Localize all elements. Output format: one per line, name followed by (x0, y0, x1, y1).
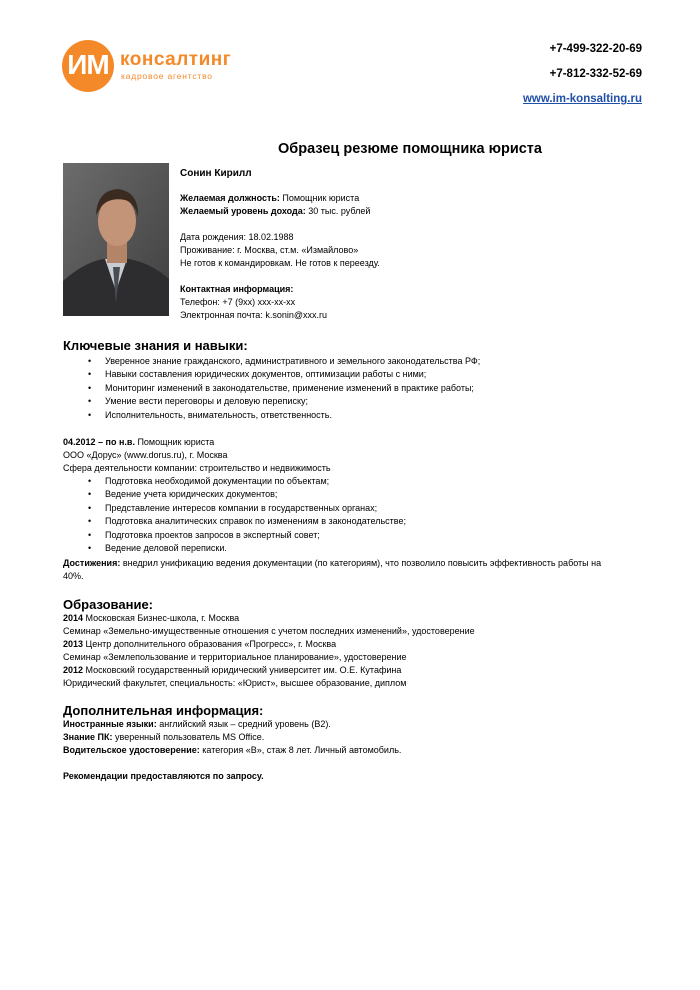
page-title: Образец резюме помощника юриста (278, 141, 542, 157)
education-line: 2012 Московский государственный юридический университет им. О.Е. Кутафина (63, 665, 402, 675)
relocation-note: Не готов к командировкам. Не готов к переезду. (180, 258, 380, 268)
duty-item: • Подготовка необходимой документации по объектам; (105, 475, 406, 488)
achievements-cont: 40%. (63, 571, 84, 581)
skills-heading: Ключевые знания и навыки: (63, 338, 248, 353)
skill-item: • Исполнительность, внимательность, ответственность. (105, 409, 480, 422)
duty-item: • Представление интересов компании в государственных органах; (105, 502, 406, 515)
education-line: 2014 Московская Бизнес-школа, г. Москва (63, 613, 240, 623)
education-line: 2013 Центр дополнительного образования «Прогресс», г. Москва (63, 639, 337, 649)
duties-list (105, 475, 406, 555)
achievements: Достижения: внедрил унификацию ведения документации (по категориям), что позволило повысить эффективность работы на (63, 558, 602, 568)
desired-income: Желаемый уровень дохода: 30 тыс. рублей (180, 206, 371, 216)
contact-email: Электронная почта: k.sonin@xxx.ru (180, 310, 327, 320)
education-line: Юридический факультет, специальность: «Юрист», высшее образование, диплом (63, 678, 407, 688)
phone-moscow: +7-499-322-20-69 (549, 43, 642, 55)
desired-position: Желаемая должность: Помощник юриста (180, 193, 360, 203)
logo-name: консалтинг (120, 49, 232, 70)
additional-heading: Дополнительная информация: (63, 703, 264, 718)
duty-item: • Ведение деловой переписки. (105, 542, 406, 555)
logo-circle (62, 40, 114, 92)
experience-period: 04.2012 – по н.в. Помощник юриста (63, 437, 215, 447)
phone-spb: +7-812-332-52-69 (549, 68, 642, 80)
recommendations: Рекомендации предоставляются по запросу. (63, 771, 264, 781)
experience-sphere: Сфера деятельности компании: строительство и недвижимость (63, 463, 331, 473)
duty-item: • Ведение учета юридических документов; (105, 488, 406, 501)
experience-company: ООО «Дорус» (www.dorus.ru), г. Москва (63, 450, 228, 460)
residence: Проживание: г. Москва, ст.м. «Измайлово» (180, 245, 359, 255)
education-line: Семинар «Земельно-имущественные отношения с учетом последних изменений», удостоверение (63, 626, 475, 636)
skill-item: • Мониторинг изменений в законодательстве, применение изменений в практике работы; (105, 382, 480, 395)
skill-item: • Уверенное знание гражданского, административного и земельного законодательства РФ; (105, 355, 480, 368)
contact-phone: Телефон: +7 (9хх) ххх-хх-хх (180, 297, 296, 307)
contact-heading: Контактная информация: (180, 284, 294, 294)
skill-item: • Навыки составления юридических документов, оптимизации работы с ними; (105, 368, 480, 381)
education-heading: Образование: (63, 597, 154, 612)
logo-monogram: ИМ (67, 49, 109, 80)
birth-date: Дата рождения: 18.02.1988 (180, 232, 294, 242)
education-line: Семинар «Землепользование и территориальное планирование», удостоверение (63, 652, 407, 662)
candidate-photo (63, 163, 169, 316)
duty-item: • Подготовка аналитических справок по изменениям в законодательстве; (105, 515, 406, 528)
candidate-name: Сонин Кирилл (180, 168, 252, 179)
website-link[interactable]: www.im-konsalting.ru (522, 93, 642, 105)
skill-item: • Умение вести переговоры и деловую переписку; (105, 395, 480, 408)
duty-item: • Подготовка проектов запросов в экспертный совет; (105, 529, 406, 542)
languages: Иностранные языки: английский язык – средний уровень (B2). (63, 719, 331, 729)
skills-list (105, 355, 480, 422)
company-logo (62, 40, 242, 92)
driving-license: Водительское удостоверение: категория «В», стаж 8 лет. Личный автомобиль. (63, 745, 402, 755)
logo-tagline: кадровое агентство (121, 71, 213, 81)
pc-skills: Знание ПК: уверенный пользователь MS Office. (63, 732, 265, 742)
